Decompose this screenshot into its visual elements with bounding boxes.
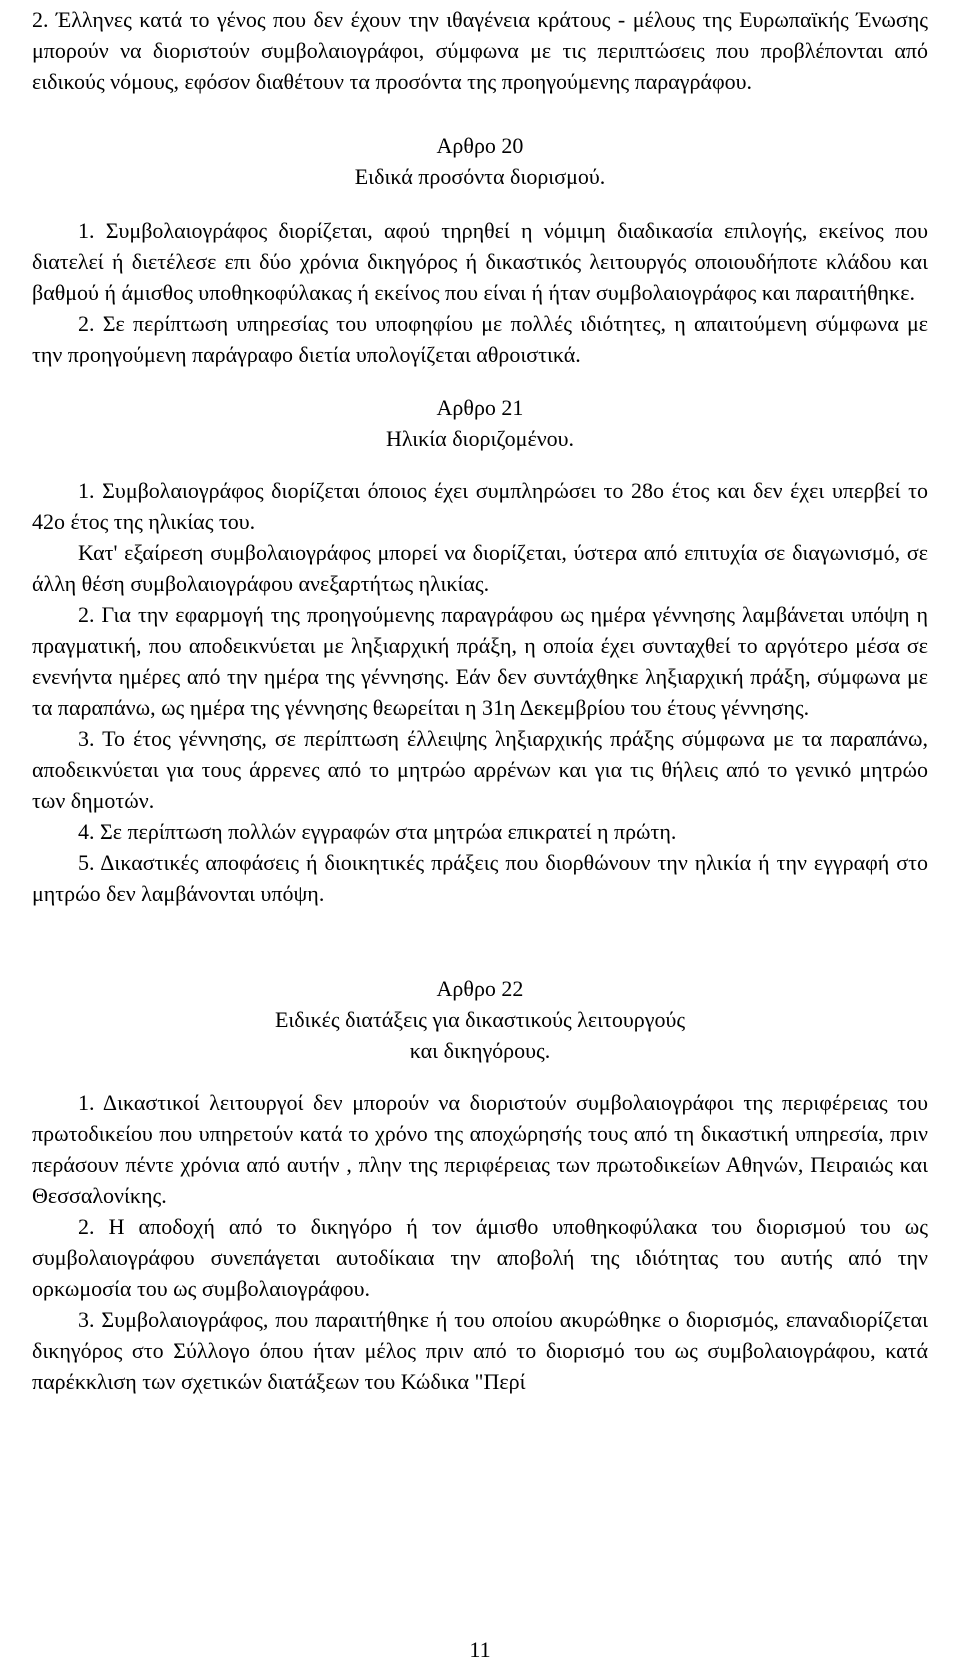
article-21-title: Ηλικία διοριζομένου. <box>385 426 575 451</box>
article-21-paragraph-2: 2. Για την εφαρμογή της προηγούμενης παραγράφου ως ημέρα γέννησης λαμβάνεται υπόψη η πραγματική, που αποδεικνύεται με ληξιαρχική πράξη, η οποία έχει συνταχθεί το αργότερο μέσα σε ενενήντα ημέρες από την ημέρα της γέννησης. Εάν δεν συντάχθηκε ληξιαρχική πράξη, σύμφωνα με τα παραπάνω, ως ημέρα της γέννησης θεωρείται η 31η Δεκεμβρίου του έτους γέννησης. <box>32 602 928 720</box>
article-22-heading: Αρθρο 22 <box>436 976 524 1001</box>
article-20-paragraph-2: 2. Σε περίπτωση υπηρεσίας του υποφηφίου με πολλές ιδιότητες, η απαιτούμενη σύμφωνα με την προηγούμενη παράγραφο διετία υπολογίζεται αθροιστικά. <box>32 311 928 367</box>
article-20-title: Ειδικά προσόντα διορισμού. <box>354 164 606 189</box>
article-22-paragraph-3: 3. Συμβολαιογράφος, που παραιτήθηκε ή του οποίου ακυρώθηκε ο διορισμός, επαναδιορίζεται δικηγόρος στο Σύλλογο όπου ήταν μέλος πριν από το διορισμό του ως συμβολαιογράφου, κατά παρέκκλιση των σχετικών διατάξεων του Κώδικα "Περί <box>32 1307 928 1394</box>
article-21-paragraph-1b: Κατ' εξαίρεση συμβολαιογράφος μπορεί να διορίζεται, ύστερα από επιτυχία σε διαγωνισμό, σε άλλη θέση συμβολαιογράφου ανεξαρτήτως ηλικίας. <box>32 540 928 596</box>
document-page <box>32 0 928 1397</box>
article-21-paragraph-1: 1. Συμβολαιογράφος διορίζεται όποιος έχει συμπληρώσει το 28ο έτος και δεν έχει υπερβεί το 42ο έτος της ηλικίας του. <box>32 478 928 534</box>
article-21-paragraph-3: 3. Το έτος γέννησης, σε περίπτωση έλλειψης ληξιαρχικής πράξης σύμφωνα με τα παραπάνω, αποδεικνύεται για τους άρρενες από το μητρώο αρρένων και για τις θήλεις από το γενικό μητρώο των δημοτών. <box>32 726 928 813</box>
article-21-paragraph-5: 5. Δικαστικές αποφάσεις ή διοικητικές πράξεις που διορθώνουν την ηλικία ή την εγγραφή στο μητρώο δεν λαμβάνονται υπόψη. <box>32 850 928 906</box>
article-22-title-line-1: Ειδικές διατάξεις για δικαστικούς λειτουργούς <box>274 1007 686 1032</box>
article-20-heading: Αρθρο 20 <box>436 133 524 158</box>
article-20-paragraph-1: 1. Συμβολαιογράφος διορίζεται, αφού τηρηθεί η νόμιμη διαδικασία επιλογής, εκείνος που διατελεί ή διετέλεσε επι δύο χρόνια δικηγόρος ή δικαστικός λειτουργός οποιουδήποτε κλάδου και βαθμού ή άμισθος υποθηκοφύλακας ή εκείνος που είναι ή ήταν συμβολαιογράφος και παραιτήθηκε. <box>32 218 928 305</box>
article-22-title-line-2: και δικηγόρους. <box>409 1038 551 1063</box>
article-22-paragraph-1: 1. Δικαστικοί λειτουργοί δεν μπορούν να διοριστούν συμβολαιογράφοι της περιφέρειας του πρωτοδικείου που υπηρετούν κατά το χρόνο της αποχώρησής τους από τη δικαστική υπηρεσία, πριν περάσουν πέντε χρόνια από αυτήν , πλην της περιφέρειας των πρωτοδικείων Αθηνών, Πειραιώς και Θεσσαλονίκης. <box>32 1090 928 1208</box>
page-number: 11 <box>469 1637 491 1662</box>
article-21-heading: Αρθρο 21 <box>436 395 524 420</box>
article-21-paragraph-4: 4. Σε περίπτωση πολλών εγγραφών στα μητρώα επικρατεί η πρώτη. <box>78 819 677 844</box>
article-22-paragraph-2: 2. Η αποδοχή από το δικηγόρο ή τον άμισθο υποθηκοφύλακα του διορισμού του ως συμβολαιογράφου συνεπάγεται αυτοδίκαια την αποβολή της ιδιότητας του αυτής από την ορκωμοσία του ως συμβολαιογράφου. <box>32 1214 928 1301</box>
intro-paragraph: 2. Έλληνες κατά το γένος που δεν έχουν την ιθαγένεια κράτους - μέλους της Ευρωπαϊκής Ένωσης μπορούν να διοριστούν συμβολαιογράφοι, σύμφωνα με τις περιπτώσεις που προβλέπονται από ειδικούς νόμους, εφόσον διαθέτουν τα προσόντα της προηγούμενης παραγράφου. <box>32 7 928 94</box>
